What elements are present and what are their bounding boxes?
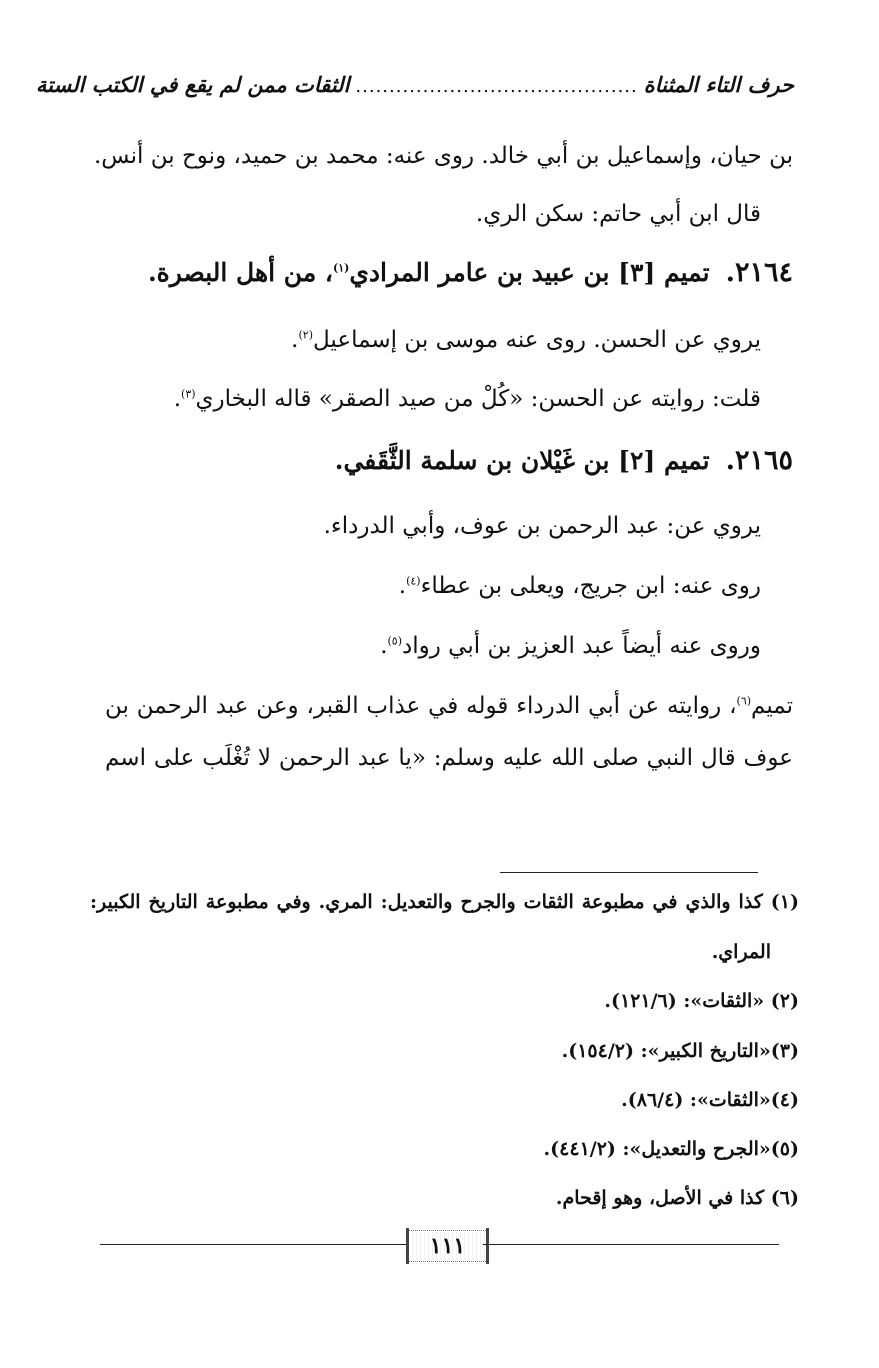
- body-line: قلت: روايته عن الحسن: «كُلْ من صيد الصقر» قاله البخاري$^{(٣)}$.: [173, 386, 761, 412]
- entry-title: تميم [٢] بن غَيْلان بن سلمة الثَّقَفي.: [334, 446, 710, 475]
- running-head-chapter: حرف التاء المثناة: [643, 72, 794, 97]
- body-line: بن حيان، وإسماعيل بن أبي خالد. روى عنه: محمد بن حميد، ونوح بن أنس.: [93, 143, 793, 169]
- body-line: عوف قال النبي صلى الله عليه وسلم: «يا عبد الرحمن لا تُغْلَب على اسم: [105, 745, 793, 771]
- footnote-separator: [500, 872, 758, 873]
- entry-number: ٢١٦٥.: [725, 445, 793, 476]
- footnote-ref: (٤): [406, 574, 421, 588]
- footnote-ref: (١): [333, 261, 350, 275]
- entry-title: تميم [٣] بن عبيد بن عامر المرادي: [349, 258, 710, 287]
- footnote: (١) كذا والذي في مطبوعة الثقات والجرح والتعديل: المري. وفي مطبوعة التاريخ الكبير:: [90, 891, 799, 913]
- body-line: يروي عن الحسن. روى عنه موسى بن إسماعيل$^{(٢)}$.: [291, 327, 761, 353]
- entry-heading: [335, 445, 793, 477]
- body-line: روى عنه: ابن جريج، ويعلى بن عطاء$^{(٤)}$.: [398, 573, 761, 599]
- entry-number: ٢١٦٤.: [725, 257, 793, 288]
- body-line: تميم$^{(٦)}$، روايته عن أبي الدرداء قوله في عذاب القبر، وعن عبد الرحمن بن: [105, 693, 793, 719]
- footnote: (٤)«الثقات»: (٨٦/٤).: [621, 1089, 799, 1111]
- body-line: وروى عنه أيضاً عبد العزيز بن أبي رواد$^{(٥)}$.: [380, 633, 761, 659]
- footnote: (٦) كذا في الأصل، وهو إقحام.: [555, 1187, 799, 1209]
- footnote-continuation: المراي.: [711, 941, 771, 963]
- footnote-ref: (٦): [736, 694, 752, 708]
- footnote-ref: (٣): [181, 387, 196, 401]
- page-number: ١١١: [406, 1228, 489, 1264]
- footnote: (٣)«التاريخ الكبير»: (١٥٤/٢).: [561, 1040, 799, 1062]
- running-head: [35, 72, 794, 97]
- running-head-dots: ..........................................: [355, 76, 638, 97]
- entry-heading: ٢١٦٤.تميم [٣] بن عبيد بن عامر المرادي$^{(١)}$، من أهل البصرة.: [147, 257, 793, 288]
- footnote-ref: (٢): [298, 328, 313, 342]
- footer-rule-right: [483, 1244, 779, 1245]
- footer-rule-left: [100, 1244, 406, 1245]
- body-line: يروي عن: عبد الرحمن بن عوف، وأبي الدرداء.: [323, 513, 761, 539]
- running-head-book-title: الثقات ممن لم يقع في الكتب الستة: [35, 72, 350, 97]
- footnote: (٢) «الثقات»: (١٢١/٦).: [604, 990, 799, 1012]
- footnote-ref: (٥): [387, 634, 403, 648]
- footnote: (٥)«الجرح والتعديل»: (٤٤١/٢).: [543, 1138, 799, 1160]
- body-line: قال ابن أبي حاتم: سكن الري.: [475, 201, 761, 227]
